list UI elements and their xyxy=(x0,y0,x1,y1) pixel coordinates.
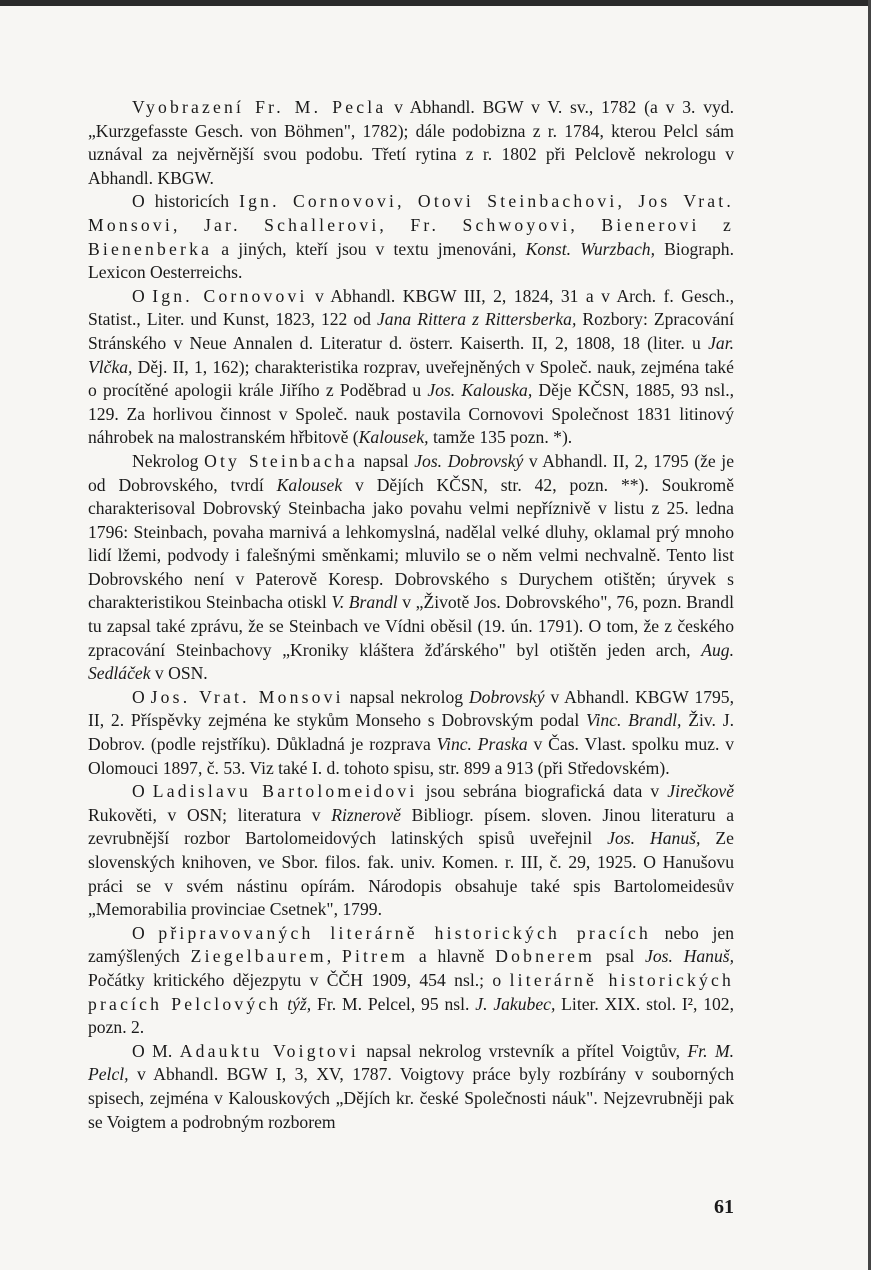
text-run: Ze slovenských knihoven, ve Sbor. filos. fak. univ. Komen. r. III, č. 29, 1925. O Hanušovu práci se v svém nástinu opírám. Národopis obsahuje také spis Bartolomeidesův „Memorabilia provinciae Csetnek", 1799. xyxy=(88,828,734,920)
spaced-name: Pitrem xyxy=(341,946,409,967)
text-run: v Abhandl. KBGW III, 2, 1824, 31 a v Arch. f. Gesch., Statist., Liter. und Kunst, 1823, 122 od xyxy=(88,285,734,330)
italic-ref: Konst. Wurzbach, xyxy=(525,238,655,259)
paragraph xyxy=(88,285,734,450)
italic-ref: Jos. Hanuš, xyxy=(645,946,735,967)
italic-ref: týž, xyxy=(287,993,312,1014)
spaced-name: literárně historických pracích Pelclových xyxy=(88,969,734,1014)
text-run: v Čas. Vlast. spolku muz. v Olomouci 1897, č. 53. Viz také I. d. tohoto spisu, str. 899 a 913 (při Středovském). xyxy=(88,734,734,778)
italic-ref: Kalousek, xyxy=(358,427,429,448)
text-run: tamže 135 pozn. *). xyxy=(428,427,573,448)
text-run: , xyxy=(326,946,342,967)
italic-ref: Kalousek xyxy=(276,474,343,495)
text-run: O xyxy=(132,686,151,707)
spaced-name: Ign. Cornovovi, Otovi Steinbachovi, Jos Vrat. Monsovi, Jar. Schallerovi, Fr. Schwoyovi, Bienerovi z Bienenberka xyxy=(88,191,734,259)
text-run: a jiných, kteří jsou v textu jmenováni, xyxy=(212,238,526,259)
text-run: O xyxy=(132,781,153,802)
paragraph xyxy=(88,450,734,686)
italic-ref: J. Jakubec, xyxy=(475,993,556,1014)
text-run: O historicích xyxy=(132,191,240,212)
text-run: Rukověti, v OSN; literatura v xyxy=(88,804,332,825)
text-run: Fr. M. Pelcel, 95 nsl. xyxy=(311,993,476,1014)
spaced-name: Adauktu Voigtovi xyxy=(179,1040,359,1061)
spaced-name: Vyobrazení Fr. M. Pecla xyxy=(132,97,387,117)
text-run: v Abhandl. BGW I, 3, XV, 1787. Voigtovy práce byly rozbírány v souborných spisech, zejména v Kalouskových „Dějích kr. české Společnosti náuk". Nejzevrubněji pak se Voigtem a podrobným rozborem xyxy=(88,1064,734,1132)
text-run: a hlavně xyxy=(408,946,496,967)
spaced-name: Ladislavu Bartolomeidovi xyxy=(152,781,418,802)
paragraph xyxy=(88,780,734,922)
paragraph xyxy=(88,190,734,284)
page-number: 61 xyxy=(714,1196,734,1218)
italic-ref: Aug. Sedláček xyxy=(88,639,734,684)
italic-ref: V. Brandl xyxy=(331,592,398,613)
text-run: O M. xyxy=(132,1040,180,1061)
text-run: napsal xyxy=(358,450,415,471)
italic-ref: Dobrovský xyxy=(468,686,545,707)
italic-ref: Jirečkově xyxy=(667,781,735,802)
spaced-name: Ziegelbaurem xyxy=(190,946,327,967)
spaced-name: Ign. Cornovovi xyxy=(152,285,308,306)
paragraph xyxy=(88,96,734,190)
text-run: Živ. J. Dobrov. (podle rejstříku). Důkladná je rozprava xyxy=(88,710,734,755)
text-run: napsal nekrolog xyxy=(343,686,469,707)
text-run: Bibliogr. písem. sloven. Jinou literaturu a zevrubnější rozbor Bartolomeidových latinských spisů uveřejnil xyxy=(88,804,734,849)
scan-edge-top xyxy=(0,0,871,6)
text-run: v Dějích KČSN, str. 42, pozn. **). Soukromě charakterisoval Dobrovský Steinbacha jako povahu velmi nepříznivě v listu z 25. ledna 1796: Steinbach, povaha marnivá a lehkomyslná, nadělal velké dluhy, oklamal prý mnoho lidí lžemi, podvody i falešnými směnkami; mluvilo se o něm velmi nechvalně. Tento list Dobrovského není v Paterově Koresp. Dobrovského s Durychem otištěn; úryvek s charakteristikou Steinbacha otiskl xyxy=(88,474,735,613)
text-run: v Abhandl. BGW v V. sv., 1782 (a v 3. vyd. „Kurzgefasste Gesch. von Böhmen", 1782); dále podobizna z r. 1784, kterou Pelcl sám uznával za nejvěrnější svou podobu. Třetí rytina z r. 1802 při Pelclově nekrologu v Abhandl. KBGW. xyxy=(88,97,734,188)
italic-ref: Jos. Dobrovský xyxy=(414,450,524,471)
italic-ref: Jos. Hanuš, xyxy=(607,828,701,849)
paragraph xyxy=(88,922,734,1040)
body-text xyxy=(88,96,734,1134)
text-run: Liter. XIX. stol. I², 102, pozn. 2. xyxy=(88,993,734,1038)
text-run: psal xyxy=(595,946,646,967)
text-run: v OSN. xyxy=(150,663,208,684)
text-run: napsal nekrolog vrstevník a přítel Voigtův, xyxy=(358,1040,688,1061)
italic-ref: Vinc. Brandl, xyxy=(586,710,682,731)
text-run: O xyxy=(132,922,159,943)
paragraph xyxy=(88,1040,734,1134)
text-run: v „Životě Jos. Dobrovského", 76, pozn. Brandl tu zapsal také zprávu, že se Steinbach ve Vídni oběsil (19. ún. 1791). O tom, že z českého zpracování Steinbachovy „Kroniky kláštera žďárského" byl otištěn jeden arch, xyxy=(88,592,734,660)
paragraph xyxy=(88,686,734,780)
italic-ref: Jar. Vlčka, xyxy=(88,332,734,377)
italic-ref: Vinc. Praska xyxy=(436,734,528,755)
text-run: Rozbory: Zpracování Stránského v Neue Annalen d. Literatur d. österr. Kaiserth. II, 2, 1808, 18 (liter. u xyxy=(88,309,734,353)
spaced-name: Jos. Vrat. Monsovi xyxy=(150,686,344,707)
italic-ref: Jos. Kalouska, xyxy=(427,380,533,401)
italic-ref: Riznerově xyxy=(331,804,401,825)
text-run: O xyxy=(132,285,153,306)
italic-ref: Jana Rittera z Rittersberka, xyxy=(376,309,577,330)
spaced-name: Oty Steinbacha xyxy=(204,450,359,471)
spaced-name: připravovaných literárně historických pracích xyxy=(158,922,652,943)
text-run: v Abhandl. KBGW 1795, II, 2. Příspěvky zejména ke stykům Monseho s Dobrovským podal xyxy=(88,686,734,731)
text-run: Děje KČSN, 1885, 93 nsl., 129. Za horlivou činnost v Společ. nauk postavila Cornovovi Společnost 1831 litinový náhrobek na malostranském hřbitově ( xyxy=(88,380,735,448)
text-run: jsou sebrána biografická data v xyxy=(417,781,668,802)
text-run: Počátky kritického dějezpytu v ČČH 1909, 454 nsl.; o xyxy=(88,969,510,990)
spaced-name: Dobnerem xyxy=(495,946,596,967)
text-run: Nekrolog xyxy=(132,450,205,471)
text-run: v Abhandl. II, 2, 1795 (že je od Dobrovského, tvrdí xyxy=(88,450,735,495)
text-run: nebo jen zamýšlených xyxy=(88,922,734,967)
text-run: Děj. II, 1, 162); charakteristika rozprav, uveřejněných v Společ. nauk, zejména také o procítěné apologii krále Jiřího z Poděbrad u xyxy=(88,356,734,401)
text-run: Biograph. Lexicon Oesterreichs. xyxy=(88,238,734,283)
italic-ref: Fr. M. Pelcl, xyxy=(88,1040,734,1085)
